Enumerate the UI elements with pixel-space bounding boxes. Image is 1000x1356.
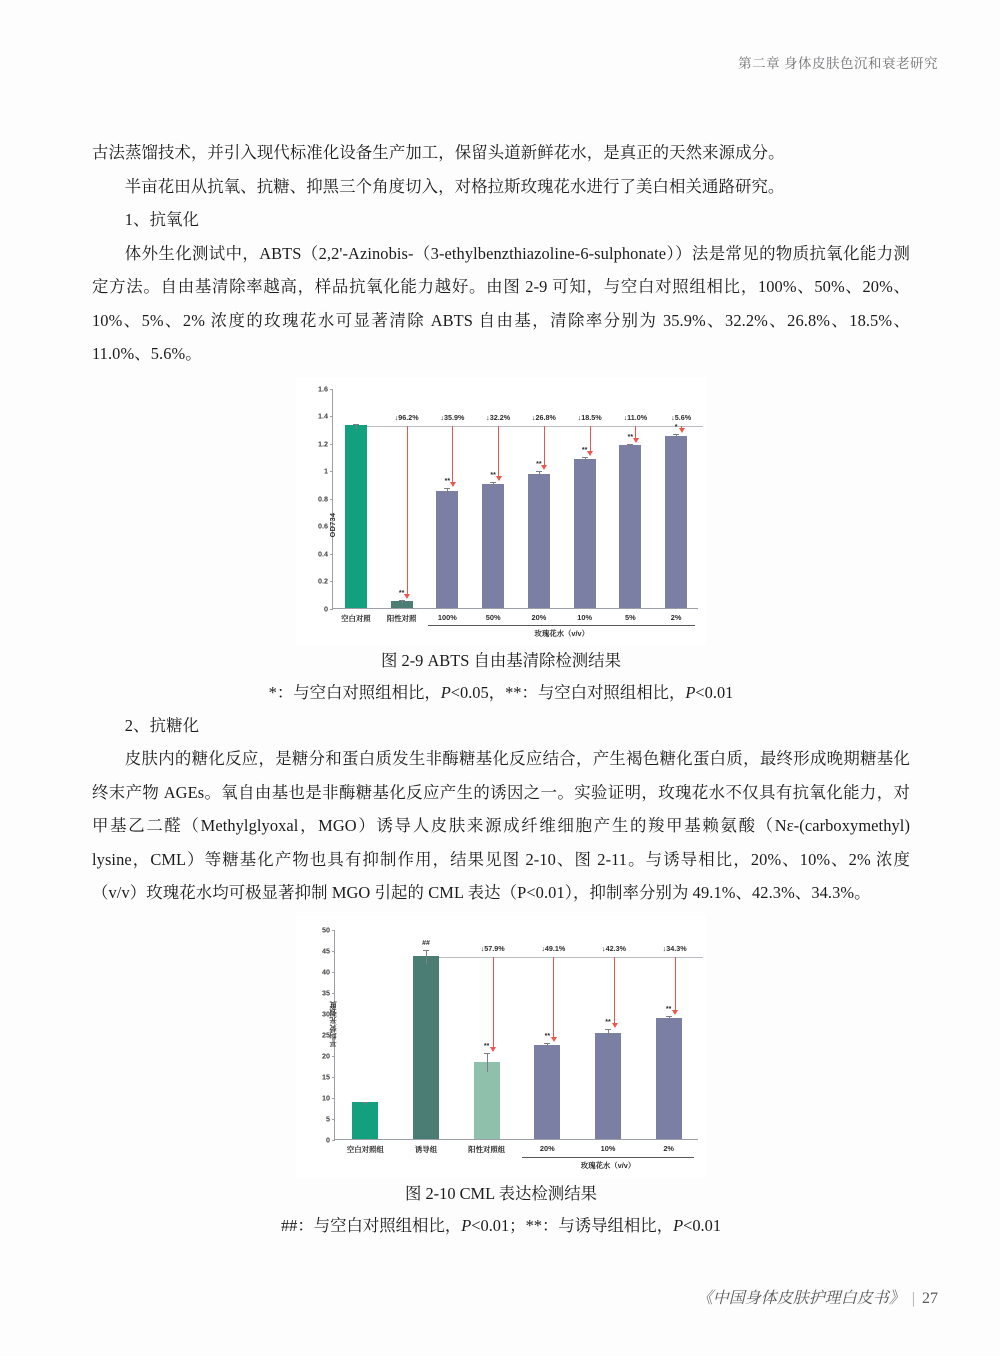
note-text-c: <0.01: [683, 1215, 722, 1235]
decrease-percent-label: ↓5.6%: [671, 413, 692, 423]
x-axis-group-rule: [522, 1157, 694, 1158]
y-axis-tick-label: 0.6: [318, 521, 328, 531]
error-bar-cap: [627, 444, 633, 445]
y-axis-tick-mark: [332, 1119, 336, 1120]
significance-marker: *: [674, 423, 678, 431]
y-axis-tick-mark: [332, 1098, 336, 1099]
y-axis-tick-label: 15: [322, 1072, 330, 1081]
y-axis-title: OD734: [328, 512, 337, 538]
decrease-arrow-line: [675, 957, 676, 1011]
error-bar: [539, 471, 540, 479]
paragraph-2: 半亩花田从抗氧、抗糖、抑黑三个角度切入，对格拉斯玫瑰花水进行了美白相关通路研究。: [124, 176, 785, 196]
y-axis-tick-label: 1.6: [318, 384, 328, 393]
error-bar: [608, 1029, 609, 1040]
decrease-arrow-line: [553, 957, 554, 1038]
note-italic-a: P: [461, 1215, 472, 1235]
significance-marker: **: [444, 478, 451, 486]
y-axis-tick-mark: [330, 471, 334, 472]
decrease-arrow-head: [490, 1047, 496, 1052]
y-axis-tick-label: 10: [322, 1093, 330, 1102]
figure-2-10-note: [281, 1210, 721, 1242]
y-axis-tick-label: 0.4: [318, 549, 328, 558]
y-axis-tick-mark: [330, 444, 334, 445]
error-bar-cap: [544, 1043, 550, 1044]
page-footer: [697, 1285, 938, 1308]
y-axis-tick-label: 1.2: [318, 439, 328, 448]
y-axis-title: 平均荧光强度: [328, 1001, 337, 1047]
x-axis-tick-label: 阳性对照组: [468, 1144, 506, 1154]
y-axis-tick-label: 45: [322, 946, 330, 955]
significance-marker: **: [665, 1006, 672, 1014]
bar: [619, 445, 641, 607]
error-bar-cap: [362, 1102, 368, 1103]
chart-abts-radical-scavenging: [296, 377, 706, 645]
error-bar-cap: [582, 457, 588, 458]
error-bar-cap: [605, 1029, 611, 1030]
significance-marker: **: [398, 589, 405, 597]
y-axis-tick-label: 0: [326, 1135, 330, 1144]
y-axis-tick-label: 20: [322, 1051, 330, 1060]
paragraph-4: 皮肤内的糖化反应，是糖分和蛋白质发生非酶糖基化反应结合，产生褐色糖化蛋白质，最终形成晚期糖基化终末产物 AGEs。氧自由基也是非酶糖基化反应产生的诱因之一。实验证明，玫瑰花水不仅具有抗氧化能力，对甲基乙二醛（Methylglyoxal，MGO）诱导人皮肤来源成纤维细胞产生的羧甲基赖氨酸（Nε-(carboxymethyl) lysine，CML）等糖基化产物也具有抑制作用，结果见图 2-10、图 2-11。与诱导相比，20%、10%、2% 浓度（v/v）玫瑰花水均可极显著抑制 MGO 引起的 CML 表达（P<0.01），抑制率分别为 49.1%、42.3%、34.3%。: [92, 749, 910, 902]
footer-page-number: 27: [922, 1290, 938, 1307]
chart-cml-expression: [296, 916, 706, 1178]
x-axis-tick-label: 50%: [485, 612, 501, 622]
footer-book-title: 《中国身体皮肤护理白皮书》: [696, 1290, 905, 1307]
y-axis-tick-label: 0.8: [318, 494, 328, 503]
note-italic-a: P: [440, 682, 451, 702]
significance-marker: **: [490, 472, 496, 479]
error-bar: [487, 1053, 488, 1072]
note-text-b: <0.01；**：与诱导组相比，: [471, 1215, 674, 1235]
bar: [413, 956, 439, 1139]
body-column: [92, 136, 910, 1242]
y-axis-tick-mark: [330, 416, 334, 417]
y-axis-tick-label: 0: [324, 604, 328, 613]
note-text-b: <0.05，**：与空白对照组相比，: [450, 682, 686, 702]
decrease-percent-label: ↓96.2%: [394, 413, 419, 423]
bar: [352, 1102, 378, 1138]
error-bar-cap: [423, 950, 429, 951]
significance-marker: **: [581, 447, 588, 455]
decrease-percent-label: ↓35.9%: [440, 413, 465, 423]
x-axis-group-label: 玫瑰花水（v/v）: [534, 628, 590, 638]
y-axis-tick-mark: [330, 554, 334, 555]
bar: [595, 1033, 621, 1138]
error-bar-cap: [490, 482, 496, 483]
x-axis-tick-label: 阳性对照: [386, 613, 417, 623]
decrease-percent-label: ↓57.9%: [480, 943, 505, 953]
significance-marker: **: [627, 433, 634, 441]
decrease-percent-label: ↓34.3%: [662, 943, 687, 953]
y-axis-tick-mark: [332, 1140, 336, 1141]
decrease-arrow-line: [493, 957, 494, 1048]
note-text-a: *：与空白对照组相比，: [268, 682, 441, 702]
y-axis-tick-label: 1: [324, 466, 328, 476]
x-axis-tick-label: 5%: [625, 612, 636, 622]
y-axis-tick-label: 40: [322, 967, 330, 976]
decrease-percent-label: ↓49.1%: [541, 943, 566, 953]
y-axis-tick-label: 1.4: [318, 411, 328, 421]
reference-line: [413, 957, 703, 958]
error-bar-cap: [484, 1053, 490, 1054]
decrease-percent-label: ↓42.3%: [602, 943, 626, 953]
reference-line: [345, 426, 703, 427]
significance-marker: **: [483, 1042, 490, 1050]
y-axis-tick-label: 50: [322, 925, 330, 934]
note-italic-b: P: [685, 682, 696, 702]
bar: [656, 1018, 682, 1138]
note-italic-b: P: [673, 1215, 684, 1235]
decrease-percent-label: ↓11.0%: [623, 413, 648, 423]
x-axis-tick-label: 2%: [670, 612, 682, 622]
error-bar: [426, 950, 427, 963]
x-axis-tick-label: 诱导组: [414, 1144, 438, 1154]
y-axis-tick-label: 35: [322, 988, 330, 997]
x-axis-tick-label: 2%: [663, 1143, 674, 1153]
x-axis-group-rule: [428, 625, 695, 626]
figure-2-9: [92, 377, 910, 709]
decrease-arrow-head: [587, 451, 593, 456]
y-axis-tick-mark: [332, 972, 336, 973]
y-axis-tick-label: 30: [322, 1009, 330, 1018]
y-axis-tick-mark: [332, 1056, 336, 1057]
error-bar-cap: [673, 434, 679, 435]
note-text-c: <0.01: [695, 682, 734, 702]
bar: [665, 436, 687, 608]
y-axis-tick-mark: [332, 993, 336, 994]
heading-antioxidant: 1、抗氧化: [124, 210, 200, 229]
bar: [528, 474, 550, 607]
decrease-arrow-head: [551, 1037, 557, 1042]
x-axis-tick-label: 100%: [437, 612, 457, 622]
figure-2-9-note: [269, 677, 734, 709]
x-axis-tick-label: 10%: [600, 1143, 616, 1153]
x-axis-tick-label: 20%: [531, 612, 547, 622]
x-axis-tick-label: 20%: [539, 1143, 555, 1153]
decrease-arrow-line: [498, 426, 499, 477]
decrease-arrow-line: [544, 426, 545, 466]
y-axis-tick-label: 5: [326, 1114, 330, 1123]
paragraph-3: 体外生化测试中，ABTS（2,2'-Azinobis-（3-ethylbenzthiazoline-6-sulphonate））法是常见的物质抗氧化能力测定方法。自由基清除率越高，样品抗氧化能力越好。由图 2-9 可知，与空白对照组相比，100%、50%、20%、10%、5%、2% 浓度的玫瑰花水可显著清除 ABTS 自由基，清除率分别为 35.9%、32.2%、26.8%、18.5%、11.0%、5.6%。: [92, 243, 910, 363]
decrease-arrow-head: [679, 428, 685, 433]
error-bar-cap: [399, 600, 405, 601]
x-axis-group-label: 玫瑰花水（v/v）: [580, 1160, 636, 1170]
y-axis-tick-mark: [330, 499, 334, 500]
bar: [436, 491, 458, 608]
footer-separator: |: [911, 1290, 915, 1307]
paragraph-1: 古法蒸馏技术，并引入现代标准化设备生产加工，保留头道新鲜花水，是真正的天然来源成分。: [92, 143, 785, 162]
bar: [534, 1045, 560, 1138]
y-axis-tick-label: 0.2: [318, 576, 328, 586]
error-bar-cap: [536, 471, 542, 472]
note-text-a: ##：与空白对照组相比，: [280, 1215, 462, 1235]
significance-marker: **: [536, 461, 542, 468]
decrease-arrow-line: [614, 957, 615, 1024]
error-bar-cap: [353, 424, 359, 425]
y-axis-tick-label: 25: [322, 1030, 330, 1039]
bar: [474, 1062, 500, 1139]
y-axis-tick-mark: [330, 581, 334, 582]
error-bar: [669, 1016, 670, 1023]
decrease-arrow-line: [407, 426, 408, 595]
decrease-arrow-line: [452, 426, 453, 483]
decrease-percent-label: ↓32.2%: [486, 413, 511, 423]
significance-marker: **: [544, 1032, 551, 1040]
figure-2-10: [92, 916, 910, 1242]
decrease-arrow-head: [496, 476, 502, 481]
y-axis-tick-mark: [330, 389, 334, 390]
significance-marker: ##: [422, 940, 430, 948]
decrease-percent-label: ↓18.5%: [577, 413, 602, 423]
y-axis-tick-mark: [332, 930, 336, 931]
decrease-arrow-head: [541, 465, 547, 470]
decrease-arrow-head: [633, 438, 639, 443]
plot-area: [318, 384, 698, 638]
decrease-arrow-head: [404, 594, 410, 599]
x-axis-tick-label: 空白对照组: [346, 1144, 384, 1154]
significance-marker: **: [605, 1018, 611, 1026]
error-bar-cap: [666, 1016, 672, 1017]
error-bar: [447, 488, 448, 495]
decrease-arrow-line: [590, 426, 591, 452]
x-axis-tick-label: 空白对照: [341, 613, 371, 623]
decrease-arrow-head: [450, 482, 456, 487]
y-axis-tick-mark: [332, 1077, 336, 1078]
bar: [482, 484, 504, 608]
bar: [345, 425, 367, 607]
heading-antiglycation: 2、抗糖化: [124, 715, 200, 735]
decrease-arrow-head: [612, 1023, 618, 1028]
error-bar-cap: [444, 488, 450, 489]
error-bar: [547, 1043, 548, 1050]
x-axis-tick-label: 10%: [577, 612, 593, 622]
figure-2-10-caption: 图 2-10 CML 表达检测结果: [405, 1183, 597, 1203]
bar: [574, 459, 596, 608]
figure-2-9-caption: 图 2-9 ABTS 自由基清除检测结果: [381, 650, 621, 670]
decrease-percent-label: ↓26.8%: [531, 413, 556, 423]
running-head: 第二章 身体皮肤色沉和衰老研究: [738, 56, 938, 71]
y-axis-tick-mark: [330, 609, 334, 610]
decrease-arrow-head: [672, 1010, 678, 1015]
y-axis-tick-mark: [332, 951, 336, 952]
